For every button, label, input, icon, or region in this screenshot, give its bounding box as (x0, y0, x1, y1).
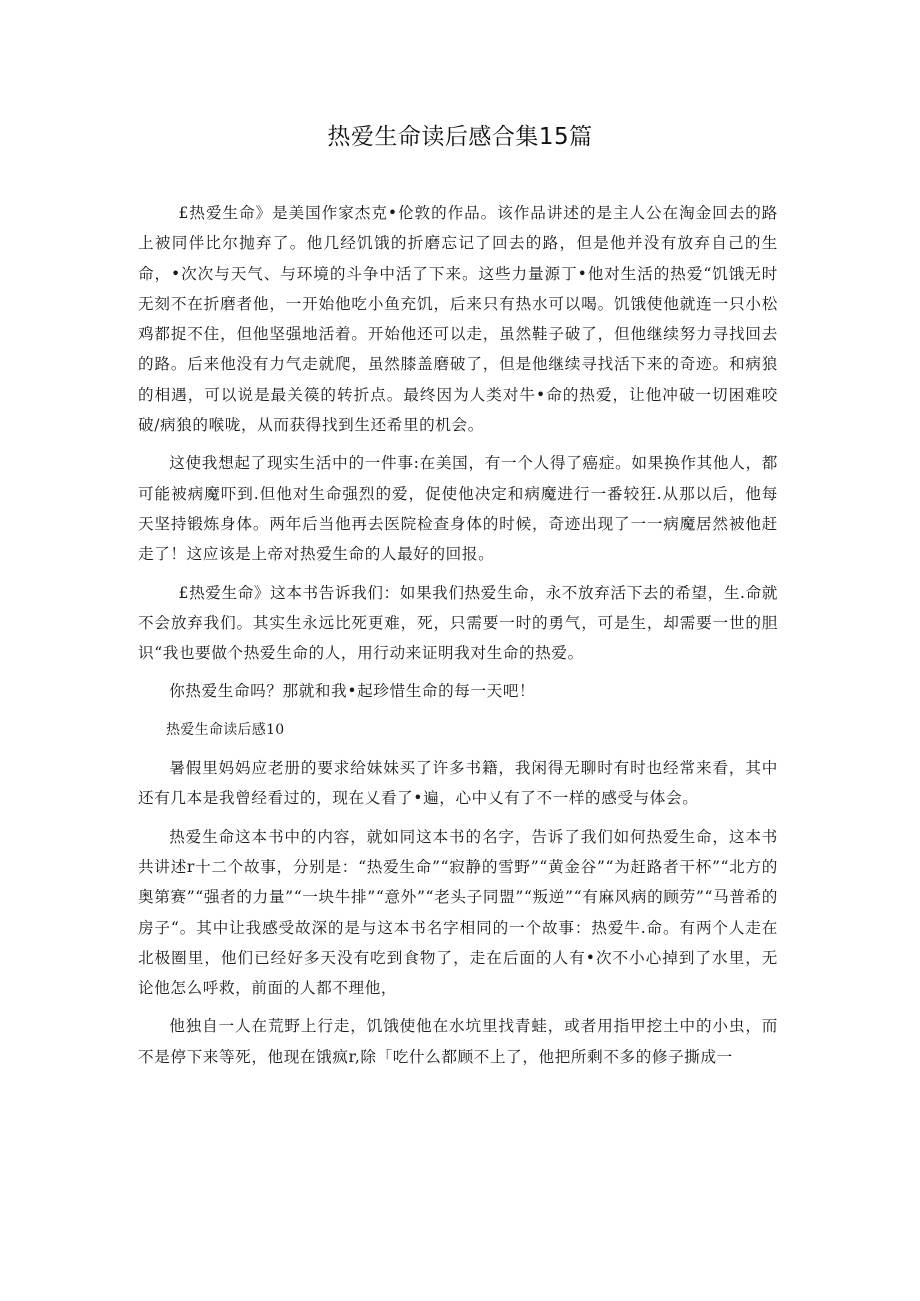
paragraph-6: 热爱生命这本书中的内容，就如同这本书的名字，告诉了我们如何热爱生命，这本书共讲述r十二个故事，分别是：“热爱生命”“寂静的雪野”“黄金谷”“为赶路者干杯”“北方的奥第赛”“强者的力量”“一块牛排”“意外”“老头子同盟”“叛逆”“有麻风病的顾劳”“马普希的房子“。其中让我感受故深的是与这本书名字相同的一个故事：热爱牛.命。有两个人走在北极圈里，他们已经好多天没有吃到食物了，走在后面的人有•次不小心掉到了水里，无论他怎么呼救，前面的人都不理他， (138, 827, 778, 998)
section-heading: 热爱生命读后感10 (166, 721, 285, 738)
paragraph-4: 你热爱生命吗？那就和我•起珍惜生命的每一天吧！ (169, 682, 536, 701)
document-title: 热爱生命读后感合集15篇 (327, 124, 593, 150)
paragraph-7: 他独自一人在荒野上行走，饥饿使他在水坑里找青蛙，或者用指甲挖土中的小虫，而不是停下来等死，他现在饿疯r,除「吃什么都顾不上了，他把所剩不多的修子撕成一 (138, 1017, 778, 1066)
paragraph-5: 暑假里妈妈应老册的要求给妹妹买了许多书籍，我闲得无聊时有时也经常来看，其中还有几本是我曾经看过的，现在乂看了•遍，心中乂有了不一样的感受与体会。 (138, 759, 778, 808)
paragraph-1: £热爱生命》是美国作家杰克•伦敦的作品。该作品讲述的是主人公在淘金回去的路上被同伴比尔抛弃了。他几经饥饿的折磨忘记了回去的路，但是他并没有放弃自己的生命，•次次与天气、与环境的斗争中活了下来。这些力量源丁•他对生活的热爱“饥饿无时无刻不在折磨者他，一开始他吃小鱼充饥，后来只有热水可以喝。饥饿使他就连一只小松鸡都捉不住，但他坚强地活着。开始他还可以走，虽然鞋子破了，但他继续努力寻找回去的路。后来他没有力气走就爬，虽然膝盖磨破了，但是他继续寻找活下来的奇迹。和病狼的相遇，可以说是最关篌的转折点。最终因为人类对牛•命的热爱，让他冲破一切困难咬破/病狼的喉咙，从而获得找到生还希里的机会。 (138, 204, 778, 435)
document-body (138, 198, 778, 1080)
paragraph-2: 这使我想起了现实生活中的一件事:在美国，有一个人得了癌症。如果换作其他人，都可能被病魔吓到.但他对生命强烈的爱，促使他决定和病魔进行一番较狂.从那以后，他每天坚持锻炼身体。两年后当他再去医院检查身体的时候，奇迹出现了一一病魔居然被他赶走了！这应该是上帝对热爱生命的人最好的回报。 (138, 454, 778, 564)
paragraph-3: £热爱生命》这本书告诉我们：如果我们热爱生命，永不放弃活下去的希望，生.命就不会放弃我们。其实生永远比死更难，死，只需要一时的勇气，可是生，却需要一世的胆识“我也要做个热爱生命的人，用行动来证明我对生命的热爱。 (138, 583, 778, 663)
